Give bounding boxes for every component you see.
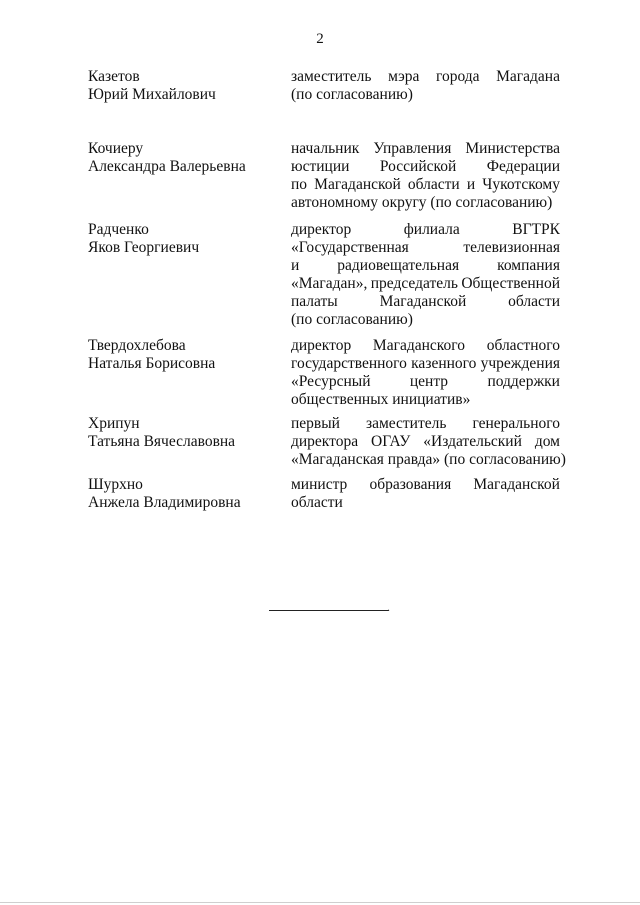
role-word: Министерства <box>465 140 560 157</box>
role-line <box>291 275 560 293</box>
member-name <box>88 337 278 373</box>
member-surname: Хрипун <box>88 415 140 432</box>
member-role <box>291 415 566 469</box>
role-line <box>291 337 560 355</box>
member-role <box>291 337 560 409</box>
member-given-names: Юрий Михайлович <box>88 86 216 103</box>
role-line <box>291 311 560 329</box>
role-line <box>291 68 560 86</box>
role-line <box>291 86 560 104</box>
member-name <box>88 221 278 257</box>
role-word: Магаданского <box>372 337 465 354</box>
role-word: области <box>291 494 343 511</box>
role-word: Российской <box>379 158 457 175</box>
member-name <box>88 140 278 176</box>
member-given-names: Татьяна Вячеславовна <box>88 433 236 450</box>
member-surname: Радченко <box>88 221 149 238</box>
role-word: по <box>291 176 308 193</box>
role-word: министр <box>291 476 348 493</box>
role-word: Магадана <box>496 68 560 85</box>
role-line <box>291 355 560 373</box>
role-word: заместитель <box>291 68 372 85</box>
role-word: (по согласованию) <box>291 86 413 103</box>
role-word: области <box>508 293 560 310</box>
role-word: общественных инициатив» <box>291 391 471 408</box>
role-word: директора <box>291 433 359 450</box>
role-word: Общественной <box>461 275 560 292</box>
role-line <box>291 239 560 257</box>
role-word: казенного <box>411 355 477 372</box>
role-word: города <box>435 68 480 85</box>
member-surname: Казетов <box>88 68 140 85</box>
closing-rule <box>269 610 388 611</box>
role-word: «Государственная <box>291 239 409 256</box>
role-line <box>291 415 560 433</box>
role-word: учреждения <box>480 355 560 372</box>
role-word: радиовещательная <box>337 257 460 274</box>
role-word: Магаданской <box>473 476 560 493</box>
role-word: «Издательский <box>423 433 522 450</box>
role-word: Чукотскому <box>482 176 560 193</box>
role-word: председатель <box>370 275 458 292</box>
role-word: (по согласованию) <box>291 311 413 328</box>
role-line <box>291 194 560 212</box>
role-word: Управления <box>373 140 452 157</box>
member-name <box>88 68 278 104</box>
role-word: «Магаданская правда» (по согласованию) <box>291 451 566 468</box>
role-word: дом <box>534 433 560 450</box>
role-word: и <box>291 257 300 274</box>
role-line <box>291 451 566 469</box>
member-surname: Кочиеру <box>88 140 144 157</box>
role-word: областного <box>486 337 560 354</box>
member-role <box>291 476 560 512</box>
role-word: образования <box>369 476 452 493</box>
role-word: Федерации <box>486 158 560 175</box>
member-given-names: Яков Георгиевич <box>88 239 200 256</box>
role-word: ВГТРК <box>512 221 560 238</box>
role-line <box>291 373 560 391</box>
role-line <box>291 476 560 494</box>
role-line <box>291 391 560 409</box>
role-word: мэра <box>388 68 420 85</box>
page-bottom-edge <box>0 902 640 903</box>
role-word: «Ресурсный <box>291 373 371 390</box>
member-role <box>291 221 560 329</box>
member-given-names: Анжела Владимировна <box>88 494 241 511</box>
member-surname: Шурхно <box>88 476 143 493</box>
role-line <box>291 176 560 194</box>
member-role <box>291 68 560 104</box>
member-role <box>291 140 560 212</box>
role-word: поддержки <box>487 373 560 390</box>
role-line <box>291 494 560 512</box>
role-word: филиала <box>403 221 460 238</box>
member-given-names: Александра Валерьевна <box>88 158 246 175</box>
role-word: компания <box>497 257 560 274</box>
role-line <box>291 221 560 239</box>
role-word: заместитель <box>365 415 447 432</box>
page-number: 2 <box>316 31 324 47</box>
role-word: и <box>466 176 476 193</box>
closing-mark: . <box>387 600 390 614</box>
role-word: «Магадан», <box>291 275 368 292</box>
role-word: директор <box>291 221 352 238</box>
role-word: первый <box>291 415 340 432</box>
role-word: государственного <box>291 355 407 372</box>
role-word: ОГАУ <box>371 433 411 450</box>
member-given-names: Наталья Борисовна <box>88 355 216 372</box>
role-line <box>291 433 560 451</box>
role-word: директор <box>291 337 352 354</box>
role-word: палаты <box>291 293 338 310</box>
role-word: генерального <box>472 415 560 432</box>
member-name <box>88 415 278 451</box>
role-line <box>291 158 560 176</box>
role-word: начальник <box>291 140 360 157</box>
member-name <box>88 476 278 512</box>
role-line <box>291 257 560 275</box>
role-word: юстиции <box>291 158 350 175</box>
role-word: области <box>407 176 460 193</box>
role-word: центр <box>409 373 449 390</box>
role-word: Магаданской <box>314 176 401 193</box>
role-word: автономному округу (по согласованию) <box>291 194 553 211</box>
member-surname: Твердохлебова <box>88 337 186 354</box>
role-line <box>291 140 560 158</box>
role-word: телевизионная <box>463 239 560 256</box>
role-line <box>291 293 560 311</box>
role-word: Магаданской <box>379 293 467 310</box>
